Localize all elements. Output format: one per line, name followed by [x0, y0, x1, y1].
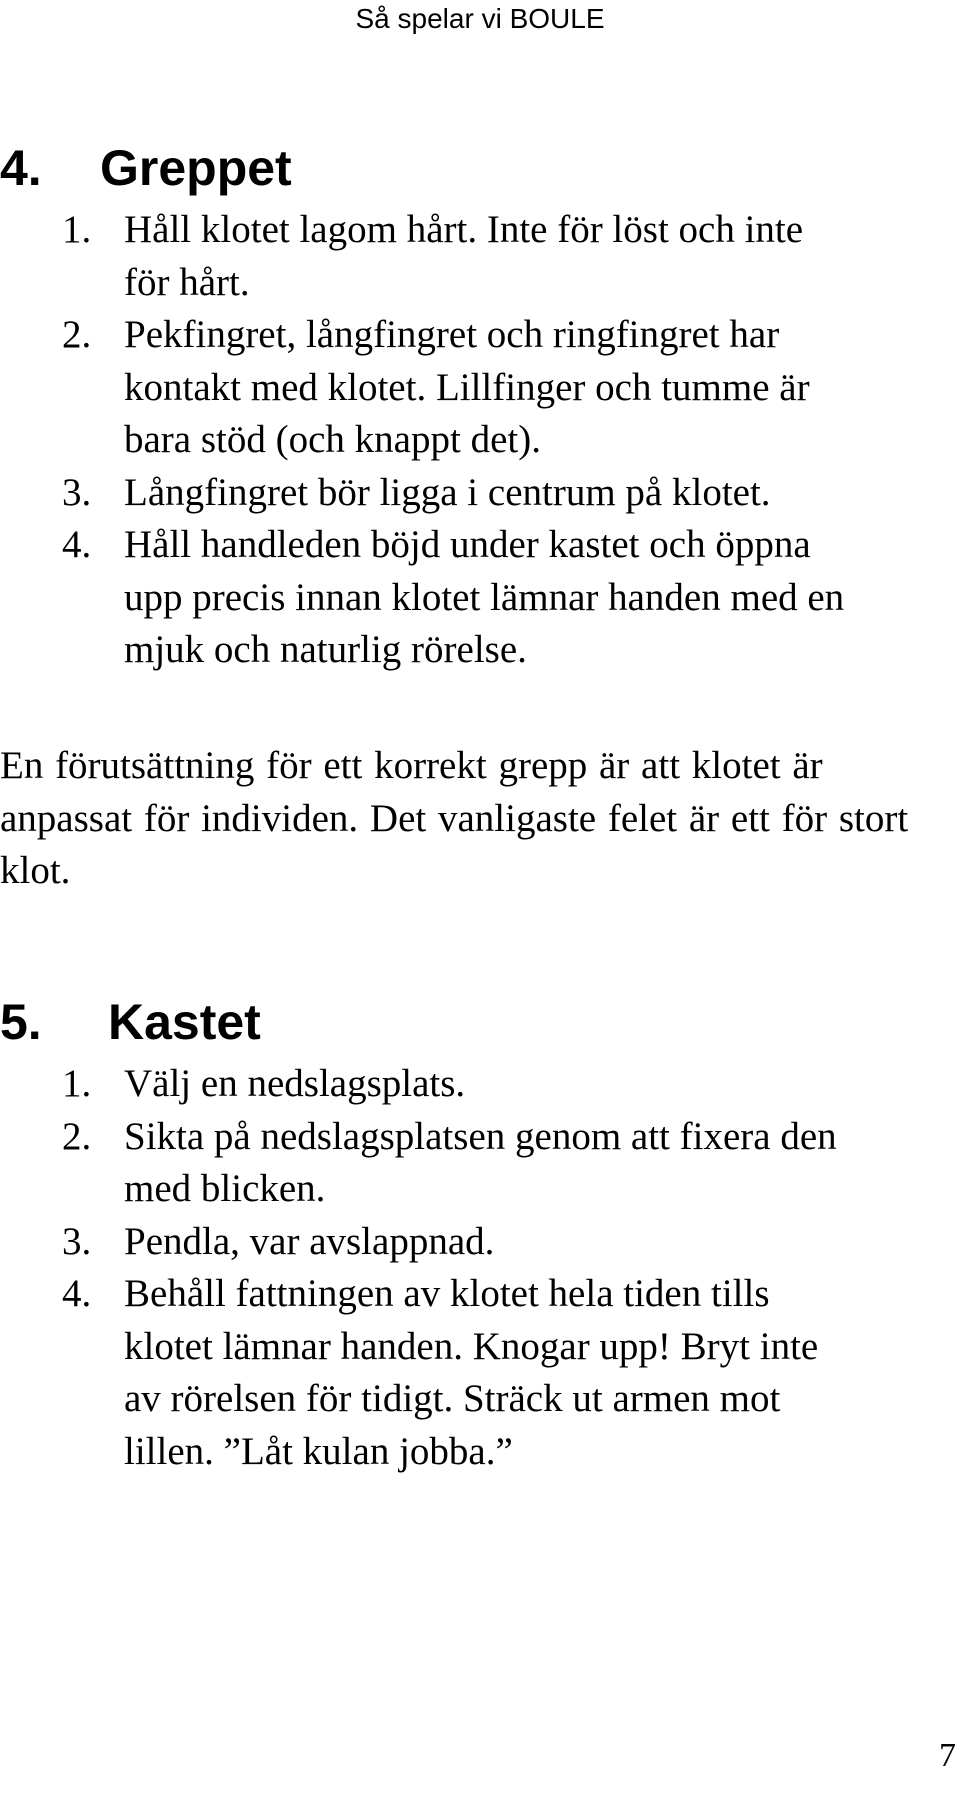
section-heading-greppet — [0, 140, 292, 196]
list-item — [0, 204, 850, 309]
step-number: 4. — [62, 523, 92, 566]
step-number: 3. — [62, 1219, 92, 1263]
section-title: Kastet — [108, 994, 261, 1050]
step-number: 2. — [62, 1114, 92, 1158]
step-text: Håll handleden böjd under kastet och öppna upp precis innan klotet lämnar handen med en mjuk och naturlig rörelse. — [124, 523, 845, 671]
section-heading-kastet — [0, 994, 261, 1050]
step-text: Långfingret bör ligga i centrum på klotet. — [124, 470, 771, 514]
step-number: 4. — [62, 1272, 92, 1315]
list-item — [0, 1268, 850, 1478]
step-text: Välj en nedslagsplats. — [124, 1062, 466, 1105]
step-text: Pekfingret, långfingret och ringfingret har kontakt med klotet. Lillfinger och tumme är bara stöd (och knappt det). — [124, 313, 810, 461]
greppet-steps — [0, 204, 850, 677]
step-number: 2. — [62, 313, 92, 356]
step-text: Pendla, var avslappnad. — [124, 1219, 495, 1263]
step-text: Håll klotet lagom hårt. Inte för löst och inte för hårt. — [124, 208, 804, 304]
step-number: 1. — [62, 208, 92, 251]
step-text: Sikta på nedslagsplatsen genom att fixera den med blicken. — [124, 1114, 837, 1210]
step-number: 3. — [62, 470, 92, 514]
step-number: 1. — [62, 1062, 92, 1105]
section-number: 4. — [0, 140, 42, 196]
list-item — [0, 467, 850, 520]
list-item — [0, 519, 850, 677]
section-number: 5. — [0, 994, 42, 1050]
list-item — [0, 1216, 850, 1269]
step-text: Behåll fattningen av klotet hela tiden tills klotet lämnar handen. Knogar upp! Bryt inte av rörelsen för tidigt. Sträck ut armen mot lillen. ”Låt kulan jobba.” — [124, 1272, 819, 1473]
list-item — [0, 1058, 850, 1111]
list-item — [0, 1111, 850, 1216]
page-header: Så spelar vi BOULE — [355, 3, 605, 34]
list-item — [0, 309, 850, 467]
page-number: 7 — [939, 1737, 956, 1774]
section-title: Greppet — [100, 140, 292, 196]
kastet-steps — [0, 1058, 850, 1478]
greppet-note: En förutsättning för ett korrekt grepp är att klotet är anpassat för individen. Det vanligaste felet är ett för stort klot. — [0, 744, 909, 892]
